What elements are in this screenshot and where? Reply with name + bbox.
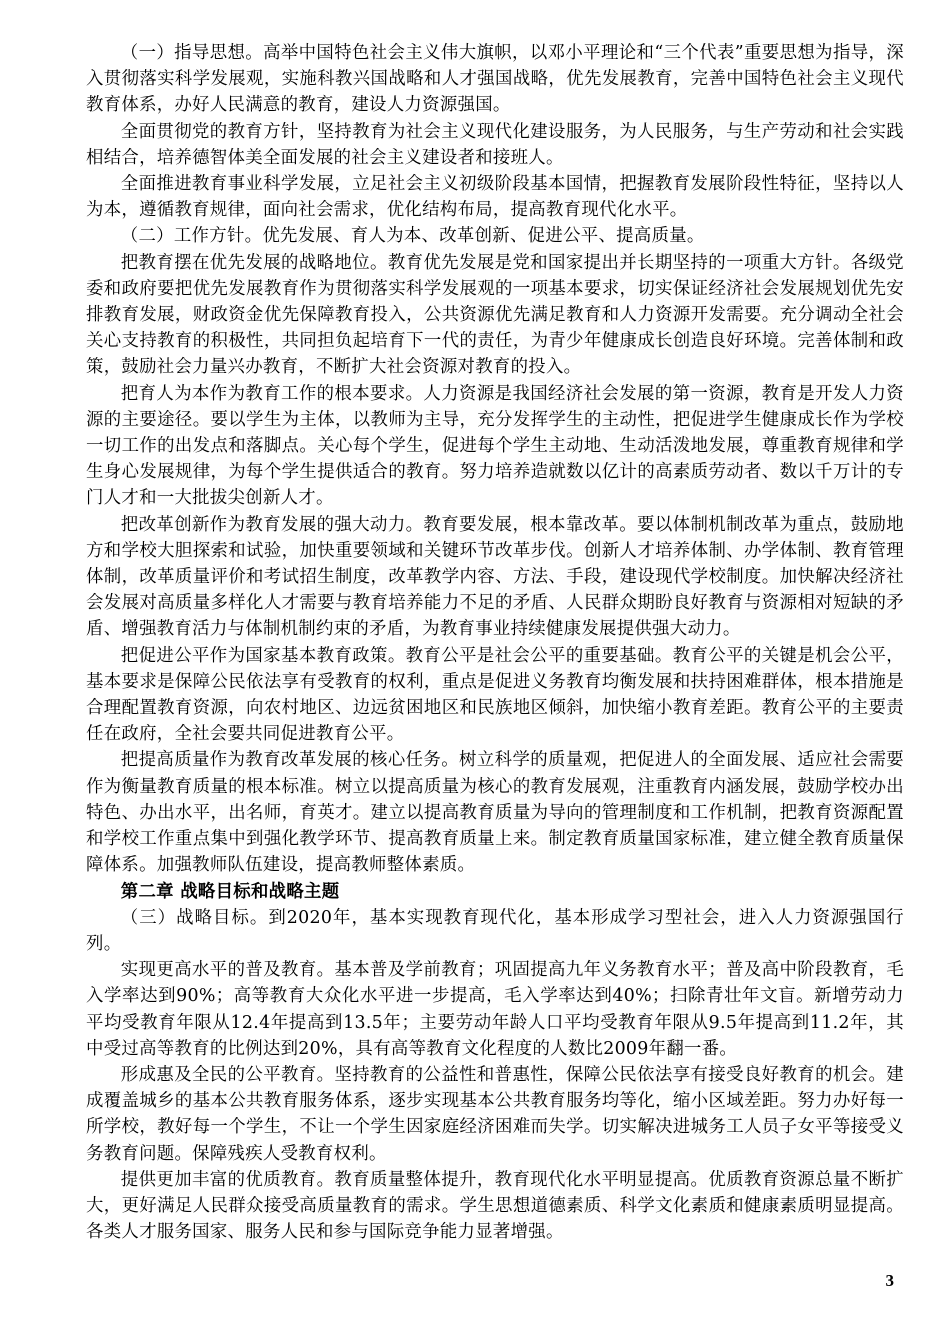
- paragraph-equitable-education: 形成惠及全民的公平教育。坚持教育的公益性和普惠性，保障公民依法享有接受良好教育的机会。建成覆盖城乡的基本公共教育服务体系，逐步实现基本公共教育服务均等化，缩小区域差距。努力办好每一所学校，教好每一个学生，不让一个学生因家庭经济困难而失学。切实解决进城务工人员子女平等接受义务教育问题。保障残疾人受教育权利。: [86, 1064, 904, 1164]
- paragraph-strategic-goals: （三）战略目标。到2020年，基本实现教育现代化，基本形成学习型社会，进入人力资源强国行列。: [86, 907, 904, 954]
- page-number: 3: [885, 1271, 894, 1290]
- paragraph-people-oriented: 把育人为本作为教育工作的根本要求。人力资源是我国经济社会发展的第一资源，教育是开发人力资源的主要途径。要以学生为主体，以教师为主导，充分发挥学生的主动性，把促进学生健康成长作为学校一切工作的出发点和落脚点。关心每个学生，促进每个学生主动地、生动活泼地发展，尊重教育规律和学生身心发展规律，为每个学生提供适合的教育。努力培养造就数以亿计的高素质劳动者、数以千万计的专门人才和一大批拔尖创新人才。: [86, 383, 904, 509]
- paragraph-quality-education: 提供更加丰富的优质教育。教育质量整体提升，教育现代化水平明显提高。优质教育资源总量不断扩大，更好满足人民群众接受高质量教育的需求。学生思想道德素质、科学文化素质和健康素质明显提高。各类人才服务国家、服务人民和参与国际竞争能力显著增强。: [86, 1169, 904, 1243]
- paragraph-improve-quality: 把提高质量作为教育改革发展的核心任务。树立科学的质量观，把促进人的全面发展、适应社会需要作为衡量教育质量的根本标准。树立以提高质量为核心的教育发展观，注重教育内涵发展，鼓励学校办出特色、办出水平，出名师，育英才。建立以提高教育质量为导向的管理制度和工作机制，把教育资源配置和学校工作重点集中到强化教学环节、提高教育质量上来。制定教育质量国家标准，建立健全教育质量保障体系。加强教师队伍建设，提高教师整体素质。: [86, 750, 904, 876]
- paragraph-scientific-development: 全面推进教育事业科学发展，立足社会主义初级阶段基本国情，把握教育发展阶段性特征，坚持以人为本，遵循教育规律，面向社会需求，优化结构布局，提高教育现代化水平。: [86, 174, 904, 221]
- paragraph-guiding-ideology: （一）指导思想。高举中国特色社会主义伟大旗帜，以邓小平理论和“三个代表”重要思想为指导，深入贯彻落实科学发展观，实施科教兴国战略和人才强国战略，优先发展教育，完善中国特色社会主义现代教育体系，办好人民满意的教育，建设人力资源强国。: [86, 43, 904, 116]
- paragraph-promote-equity: 把促进公平作为国家基本教育政策。教育公平是社会公平的重要基础。教育公平的关键是机会公平，基本要求是保障公民依法享有受教育的权利，重点是促进义务教育均衡发展和扶持困难群体，根本措施是合理配置教育资源，向农村地区、边远贫困地区和民族地区倾斜，加快缩小教育差距。教育公平的主要责任在政府，全社会要共同促进教育公平。: [86, 645, 904, 745]
- paragraph-education-policy: 全面贯彻党的教育方针，坚持教育为社会主义现代化建设服务，为人民服务，与生产劳动和社会实践相结合，培养德智体美全面发展的社会主义建设者和接班人。: [86, 121, 904, 168]
- paragraph-priority-development: 把教育摆在优先发展的战略地位。教育优先发展是党和国家提出并长期坚持的一项重大方针。各级党委和政府要把优先发展教育作为贯彻落实科学发展观的一项基本要求，切实保证经济社会发展规划优先安排教育发展，财政资金优先保障教育投入，公共资源优先满足教育和人力资源开发需要。充分调动全社会关心支持教育的积极性，共同担负起培育下一代的责任，为青少年健康成长创造良好环境。完善体制和政策，鼓励社会力量兴办教育，不断扩大社会资源对教育的投入。: [86, 252, 904, 378]
- paragraph-reform-innovation: 把改革创新作为教育发展的强大动力。教育要发展，根本靠改革。要以体制机制改革为重点，鼓励地方和学校大胆探索和试验，加快重要领域和关键环节改革步伐。创新人才培养体制、办学体制、教育管理体制，改革质量评价和考试招生制度，改革教学内容、方法、手段，建设现代学校制度。加快解决经济社会发展对高质量多样化人才需要与教育培养能力不足的矛盾、人民群众期盼良好教育与资源相对短缺的矛盾、增强教育活力与体制机制约束的矛盾，为教育事业持续健康发展提供强大动力。: [86, 514, 904, 640]
- paragraph-universal-education: 实现更高水平的普及教育。基本普及学前教育；巩固提高九年义务教育水平；普及高中阶段教育，毛入学率达到90%；高等教育大众化水平进一步提高，毛入学率达到40%；扫除青壮年文盲。新增劳动力平均受教育年限从12.4年提高到13.5年；主要劳动年龄人口平均受教育年限从9.5年提高到11.2年，其中受过高等教育的比例达到20%，具有高等教育文化程度的人数比2009年翻一番。: [86, 960, 904, 1059]
- paragraph-work-guideline: （二）工作方针。优先发展、育人为本、改革创新、促进公平、提高质量。: [120, 226, 705, 247]
- chapter-heading: 第二章 战略目标和战略主题: [120, 881, 340, 902]
- document-page: [86, 40, 904, 1245]
